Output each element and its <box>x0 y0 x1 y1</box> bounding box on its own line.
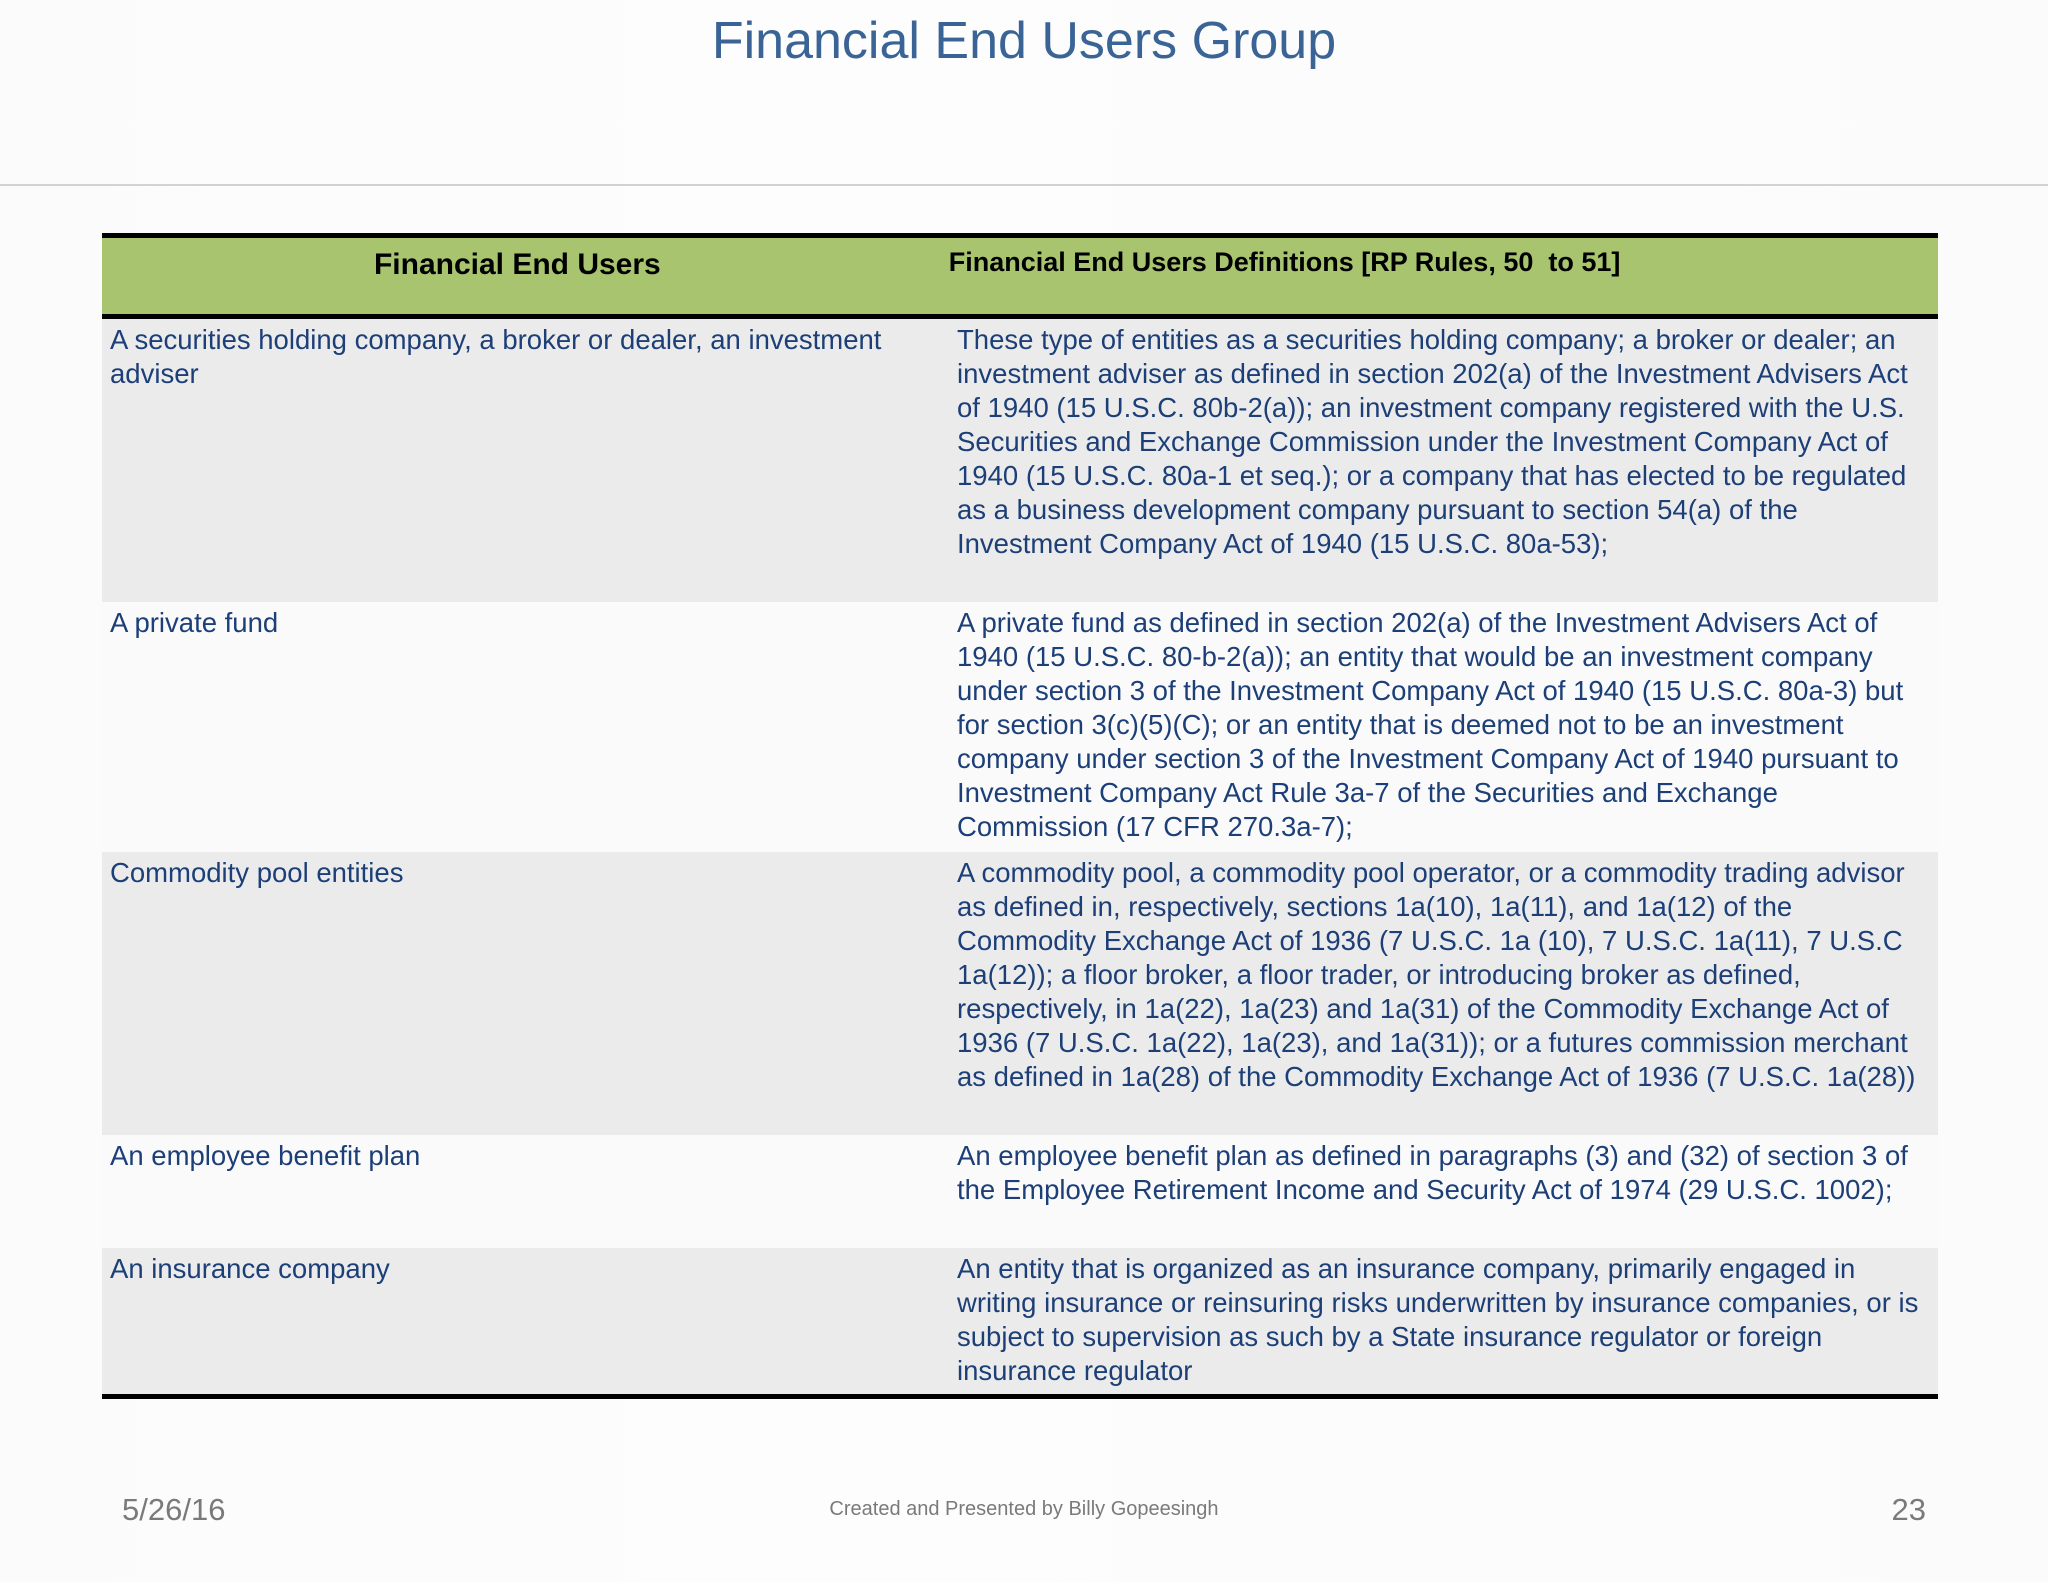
row-definition-cell: A commodity pool, a commodity pool operator, or a commodity trading advisor as defined in, respectively, sections 1a(10), 1a(11), and 1a(12) of the Commodity Exchange Act of 1936 (7 U.S.C. 1a (10), 7 U.S.C. 1a(11), 7 U.S.C 1a(12)); a floor broker, a floor trader, or introducing broker as defined, respectively, in 1a(22), 1a(23) and 1a(31) of the Commodity Exchange Act of 1936 (7 U.S.C. 1a(22), 1a(23), and 1a(31)); or a futures commission merchant as defined in 1a(28) of the Commodity Exchange Act of 1936 (7 U.S.C. 1a(28)) <box>957 857 1916 1092</box>
row-user-cell: A securities holding company, a broker or dealer, an investment adviser <box>110 324 882 389</box>
row-definition-cell: These type of entities as a securities holding company; a broker or dealer; an investment adviser as defined in section 202(a) of the Investment Advisers Act of 1940 (15 U.S.C. 80b-2(a)); an investment company registered with the U.S. Securities and Exchange Commission under the Investment Company Act of 1940 (15 U.S.C. 80a-1 et seq.); or a company that has elected to be regulated as a business development company pursuant to section 54(a) of the Investment Company Act of 1940 (15 U.S.C. 80a-53); <box>957 324 1908 559</box>
row-definition-cell: A private fund as defined in section 202(a) of the Investment Advisers Act of 1940 (15 U.S.C. 80-b-2(a)); an entity that would be an investment company under section 3 of the Investment Company Act of 1940 (15 U.S.C. 80a-3) but for section 3(c)(5)(C); or an entity that is deemed not to be an investment company under section 3 of the Investment Company Act of 1940 pursuant to Investment Company Act Rule 3a-7 of the Securities and Exchange Commission (17 CFR 270.3a-7); <box>957 607 1904 842</box>
table-row <box>102 319 1938 602</box>
row-user-cell: A private fund <box>110 607 279 638</box>
footer-date: 5/26/16 <box>122 1492 226 1527</box>
footer-page-number: 23 <box>1891 1492 1926 1527</box>
row-definition-cell: An entity that is organized as an insurance company, primarily engaged in writing insurance or reinsuring risks underwritten by insurance companies, or is subject to supervision as such by a State insurance regulator or foreign insurance regulator <box>957 1253 1919 1386</box>
slide-title: Financial End Users Group <box>711 12 1337 70</box>
footer-credit: Created and Presented by Billy Gopeesingh <box>829 1498 1219 1520</box>
header-financial-end-users: Financial End Users <box>373 248 661 281</box>
definitions-table <box>102 233 1938 1399</box>
row-definition-cell: An employee benefit plan as defined in paragraphs (3) and (32) of section 3 of the Employee Retirement Income and Security Act of 1974 (29 U.S.C. 1002); <box>957 1140 1908 1205</box>
row-user-cell: An insurance company <box>110 1253 390 1284</box>
row-user-cell: An employee benefit plan <box>110 1140 421 1171</box>
header-definitions: Financial End Users Definitions [RP Rules, 50 to 51] <box>948 247 1621 277</box>
table-row <box>102 1248 1938 1394</box>
table-row <box>102 852 1938 1135</box>
row-user-cell: Commodity pool entities <box>110 857 404 888</box>
table-row <box>102 602 1938 852</box>
table-row <box>102 1135 1938 1248</box>
title-divider <box>0 184 2048 186</box>
table-header-row <box>102 238 1938 319</box>
